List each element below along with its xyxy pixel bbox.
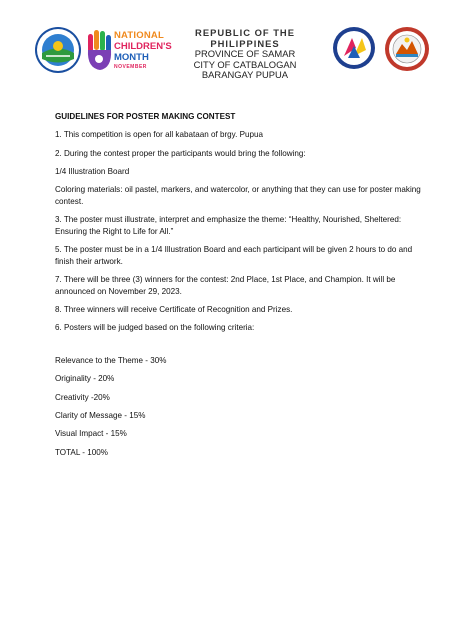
- guideline-paragraph: 7. There will be three (3) winners for the contest: 2nd Place, 1st Place, and Champion. It will be announced on November 29, 2023.: [55, 275, 396, 296]
- criteria-item: Clarity of Message - 15%: [55, 411, 146, 421]
- city-of-catbalogan-seal-logo: [384, 26, 430, 72]
- criteria-item: Creativity -20%: [55, 392, 110, 402]
- criteria-total: TOTAL - 100%: [55, 447, 108, 457]
- criteria-item: Relevance to the Theme - 30%: [55, 356, 167, 366]
- ncm-line1: NATIONAL: [114, 30, 164, 41]
- guideline-paragraph: 3. The poster must illustrate, interpret and emphasize the theme: “Healthy, Nourished, Sheltered: Ensuring the Right to Life for All.”: [55, 215, 402, 236]
- guideline-paragraph: 6. Posters will be judged based on the following criteria:: [55, 323, 255, 333]
- document-title: GUIDELINES FOR POSTER MAKING CONTEST: [55, 112, 236, 121]
- government-header: [160, 28, 330, 81]
- criteria-item: Visual Impact - 15%: [55, 429, 127, 439]
- guideline-paragraph: 1/4 Illustration Board: [55, 166, 130, 176]
- document-body: [55, 111, 421, 465]
- guideline-paragraph: 1. This competition is open for all kabataan of brgy. Pupua: [55, 130, 264, 140]
- guideline-paragraph: Coloring materials: oil pastel, markers, and watercolor, or anything that they can use for poster making contest.: [55, 185, 421, 206]
- ncm-line2: CHILDREN'S: [114, 41, 172, 52]
- guideline-paragraph: 2. During the contest proper the participants would bring the following:: [55, 148, 306, 158]
- header-city: CITY OF CATBALOGAN: [193, 58, 297, 70]
- header-barangay: BARANGAY PUPUA: [201, 69, 289, 81]
- national-childrens-month-logo: [86, 28, 172, 74]
- criteria-item: Originality - 20%: [55, 374, 115, 384]
- header-republic: REPUBLIC OF THE PHILIPPINES: [195, 27, 295, 49]
- criteria-list: [55, 355, 421, 458]
- sangguniang-kabataan-seal-logo: [332, 26, 376, 70]
- ncm-line3: MONTH: [114, 52, 149, 63]
- barangay-seal-logo: [34, 26, 82, 74]
- hand-icon: [86, 28, 114, 72]
- header-province: PROVINCE OF SAMAR: [194, 48, 296, 60]
- letterhead: [0, 22, 474, 98]
- guideline-paragraph: 8. Three winners will receive Certificate of Recognition and Prizes.: [55, 305, 293, 315]
- ncm-line4: NOVEMBER: [114, 64, 147, 70]
- guideline-paragraph: 5. The poster must be in a 1/4 Illustration Board and each participant will be given 2 hours to do and finish their artwork.: [55, 245, 413, 266]
